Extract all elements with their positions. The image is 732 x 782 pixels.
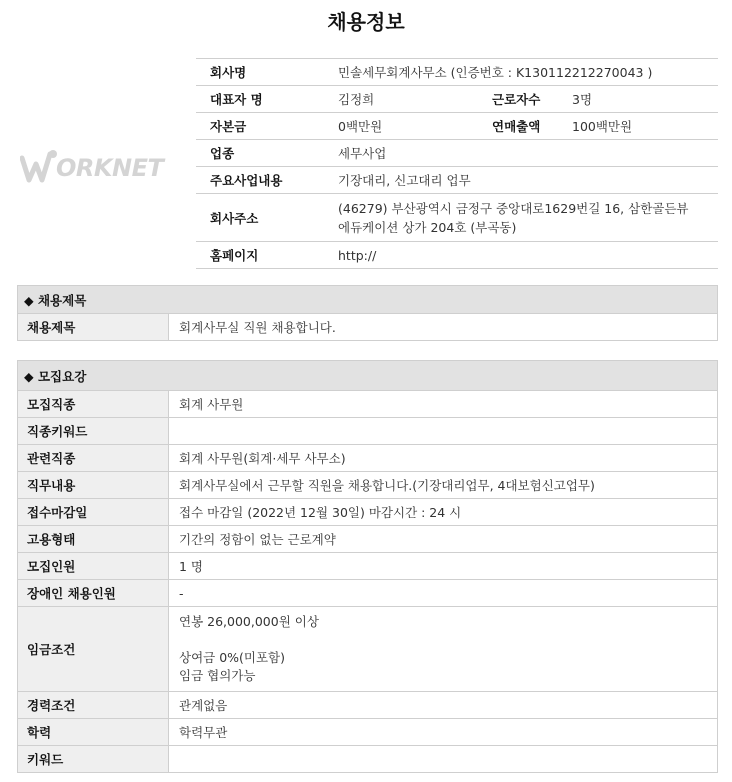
logo-text: ORKNET [56, 154, 164, 182]
employment-type-value: 기간의 정함이 없는 근로계약 [179, 532, 336, 547]
disabled-hire-value: - [179, 585, 184, 601]
education-row [18, 719, 717, 746]
ceo-value: 김정희 [338, 92, 375, 107]
recruit-row [18, 580, 717, 607]
company-info-table [196, 58, 718, 269]
job-title-section [17, 285, 718, 341]
headcount-label: 모집인원 [18, 553, 169, 579]
job-title-label: 채용제목 [18, 314, 169, 340]
recruit-row [18, 472, 717, 499]
recruit-row [18, 418, 717, 445]
disabled-hire-label: 장애인 채용인원 [18, 580, 169, 606]
deadline-label: 접수마감일 [18, 499, 169, 525]
address-row [196, 194, 718, 242]
duty-label: 직무내용 [18, 472, 169, 498]
address-label: 회사주소 [210, 210, 259, 226]
recruit-row [18, 391, 717, 418]
keyword-value [169, 746, 717, 772]
related-job-label: 관련직종 [18, 445, 169, 471]
deadline-value: 접수 마감일 (2022년 12월 30일) 마감시간 : 24 시 [179, 505, 462, 520]
ceo-label: 대표자 명 [210, 92, 263, 107]
company-name-label: 회사명 [210, 65, 247, 80]
business-value: 기장대리, 신고대리 업무 [338, 173, 471, 188]
industry-value: 세무사업 [338, 146, 387, 161]
worknet-logo [20, 148, 172, 188]
education-value: 학력무관 [179, 725, 228, 740]
workers-label: 근로자수 [492, 92, 541, 107]
sales-value: 100백만원 [572, 119, 633, 134]
recruit-row [18, 526, 717, 553]
capital-value: 0백만원 [338, 119, 383, 134]
job-keyword-label: 직종키워드 [18, 418, 169, 444]
ceo-row [196, 86, 718, 113]
related-job-value: 회계 사무원(회계·세무 사무소) [179, 451, 346, 466]
career-value: 관계없음 [179, 698, 228, 713]
capital-label: 자본금 [210, 119, 247, 134]
job-type-value: 회계 사무원 [179, 397, 244, 412]
workers-value: 3명 [572, 92, 593, 107]
career-label: 경력조건 [18, 692, 169, 718]
address-value [338, 194, 718, 241]
capital-row [196, 113, 718, 140]
recruit-row [18, 553, 717, 580]
job-type-label: 모집직종 [18, 391, 169, 417]
page-title: 채용정보 [327, 10, 405, 34]
job-title-row [18, 314, 717, 340]
wage-row [18, 607, 717, 692]
keyword-label: 키워드 [18, 746, 169, 772]
industry-row [196, 140, 718, 167]
career-row [18, 692, 717, 719]
duty-value: 회계사무실에서 근무할 직원을 채용합니다.(기장대리업무, 4대보험신고업무) [179, 478, 595, 493]
wage-line-2: 상여금 0%(미포함) [179, 650, 286, 665]
business-label: 주요사업내용 [210, 173, 283, 188]
company-name-value: 민솔세무회계사무소 (인증번호 : K130112212270043 ) [338, 65, 653, 80]
job-title-value: 회계사무실 직원 채용합니다. [179, 320, 336, 335]
business-row [196, 167, 718, 194]
company-name-row [196, 59, 718, 86]
wage-value [169, 607, 717, 691]
job-title-section-header: ◆ 채용제목 [18, 286, 717, 314]
recruit-row [18, 445, 717, 472]
employment-type-label: 고용형태 [18, 526, 169, 552]
industry-label: 업종 [210, 146, 235, 161]
address-line-1: (46279) 부산광역시 금정구 중앙대로1629번길 16, 삼한골든뷰 [338, 200, 689, 216]
homepage-row [196, 242, 718, 269]
homepage-link[interactable]: http:// [338, 247, 377, 263]
worknet-w-icon [20, 148, 60, 184]
headcount-value: 1 명 [179, 559, 204, 574]
address-line-2: 에듀케이션 상가 204호 (부곡동) [338, 219, 517, 235]
recruit-section-header: ◆ 모집요강 [18, 361, 717, 391]
recruit-row [18, 499, 717, 526]
wage-line-1: 연봉 26,000,000원 이상 [179, 614, 319, 629]
job-keyword-value [169, 418, 717, 444]
keyword-row [18, 746, 717, 772]
recruit-section [17, 360, 718, 773]
wage-line-3: 임금 협의가능 [179, 668, 256, 683]
wage-label: 임금조건 [18, 607, 169, 691]
education-label: 학력 [18, 719, 169, 745]
homepage-label: 홈페이지 [210, 248, 259, 263]
sales-label: 연매출액 [492, 119, 541, 134]
